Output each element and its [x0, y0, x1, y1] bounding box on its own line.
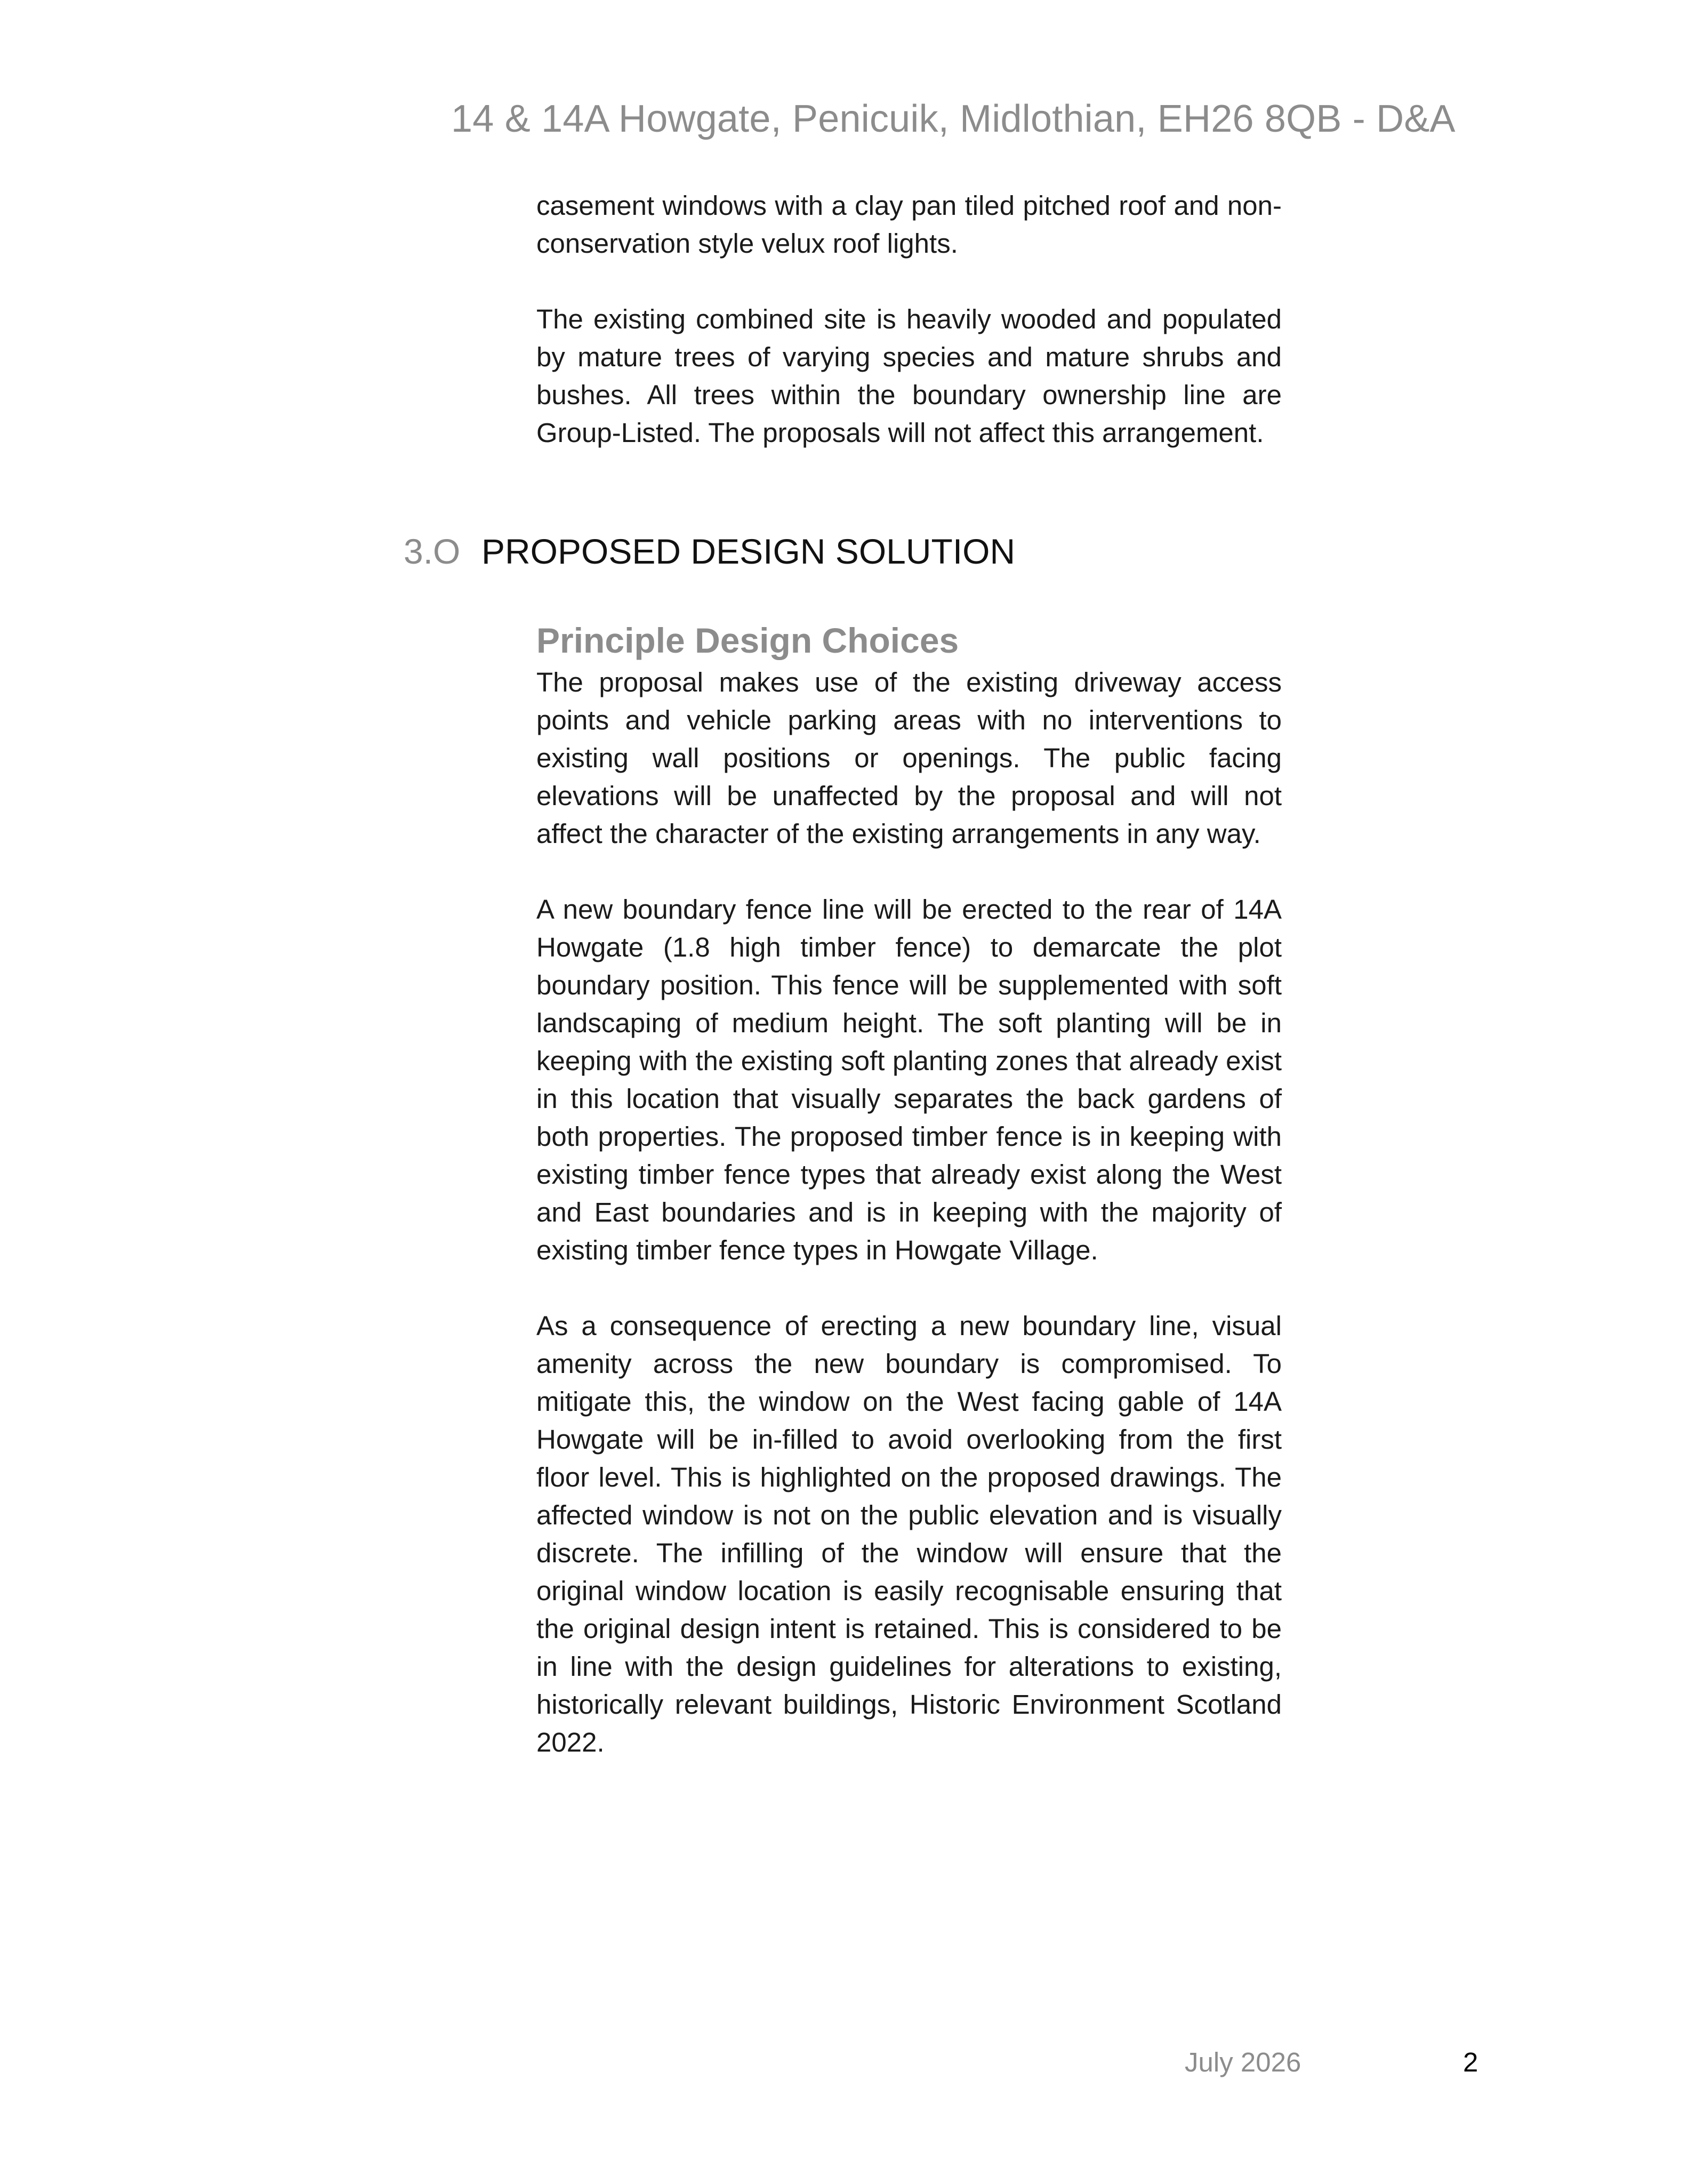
footer-date: July 2026 — [1185, 2047, 1301, 2077]
paragraph: As a consequence of erecting a new boundary line, visual amenity across the new boundary is compromised. To mitigate this, the window on the West facing gable of 14A Howgate will be in-filled to avoid overlooking from the first floor level. This is highlighted on the proposed drawings. The affected window is not on the public elevation and is visually discrete. The infilling of the window will ensure that the original window location is easily recognisable ensuring that the original design intent is retained. This is considered to be in line with the design guidelines for alterations to existing, historically relevant buildings, Historic Environment Scotland 2022. — [536, 1311, 1282, 1757]
section-body — [536, 617, 1282, 1799]
section-title: PROPOSED DESIGN SOLUTION — [481, 532, 1016, 571]
paragraph: A new boundary fence line will be erected to the rear of 14A Howgate (1.8 high timber fence) to demarcate the plot boundary position. This fence will be supplemented with soft landscaping of medium height. The soft planting will be in keeping with the existing soft planting zones that already exist in this location that visually separates the back gardens of both properties. The proposed timber fence is in keeping with existing timber fence types that already exist along the West and East boundaries and is in keeping with the majority of existing timber fence types in Howgate Village. — [536, 894, 1282, 1265]
page-number: 2 — [1463, 2047, 1478, 2077]
subheading: Principle Design Choices — [536, 621, 959, 660]
intro-text-block — [536, 187, 1282, 489]
paragraph: The existing combined site is heavily wooded and populated by mature trees of varying species and mature shrubs and bushes. All trees within the boundary ownership line are Group-Listed. The proposals will not affect this arrangement. — [536, 304, 1282, 448]
section-heading — [404, 530, 1015, 573]
page-header: 14 & 14A Howgate, Penicuik, Midlothian, EH26 8QB - D&A — [451, 98, 1456, 140]
section-number: 3.O — [404, 532, 461, 571]
paragraph: casement windows with a clay pan tiled pitched roof and non-conservation style velux roof lights. — [536, 190, 1282, 259]
paragraph: The proposal makes use of the existing driveway access points and vehicle parking areas with no interventions to existing wall positions or openings. The public facing elevations will be unaffected by the proposal and will not affect the character of the existing arrangements in any way. — [536, 667, 1282, 849]
